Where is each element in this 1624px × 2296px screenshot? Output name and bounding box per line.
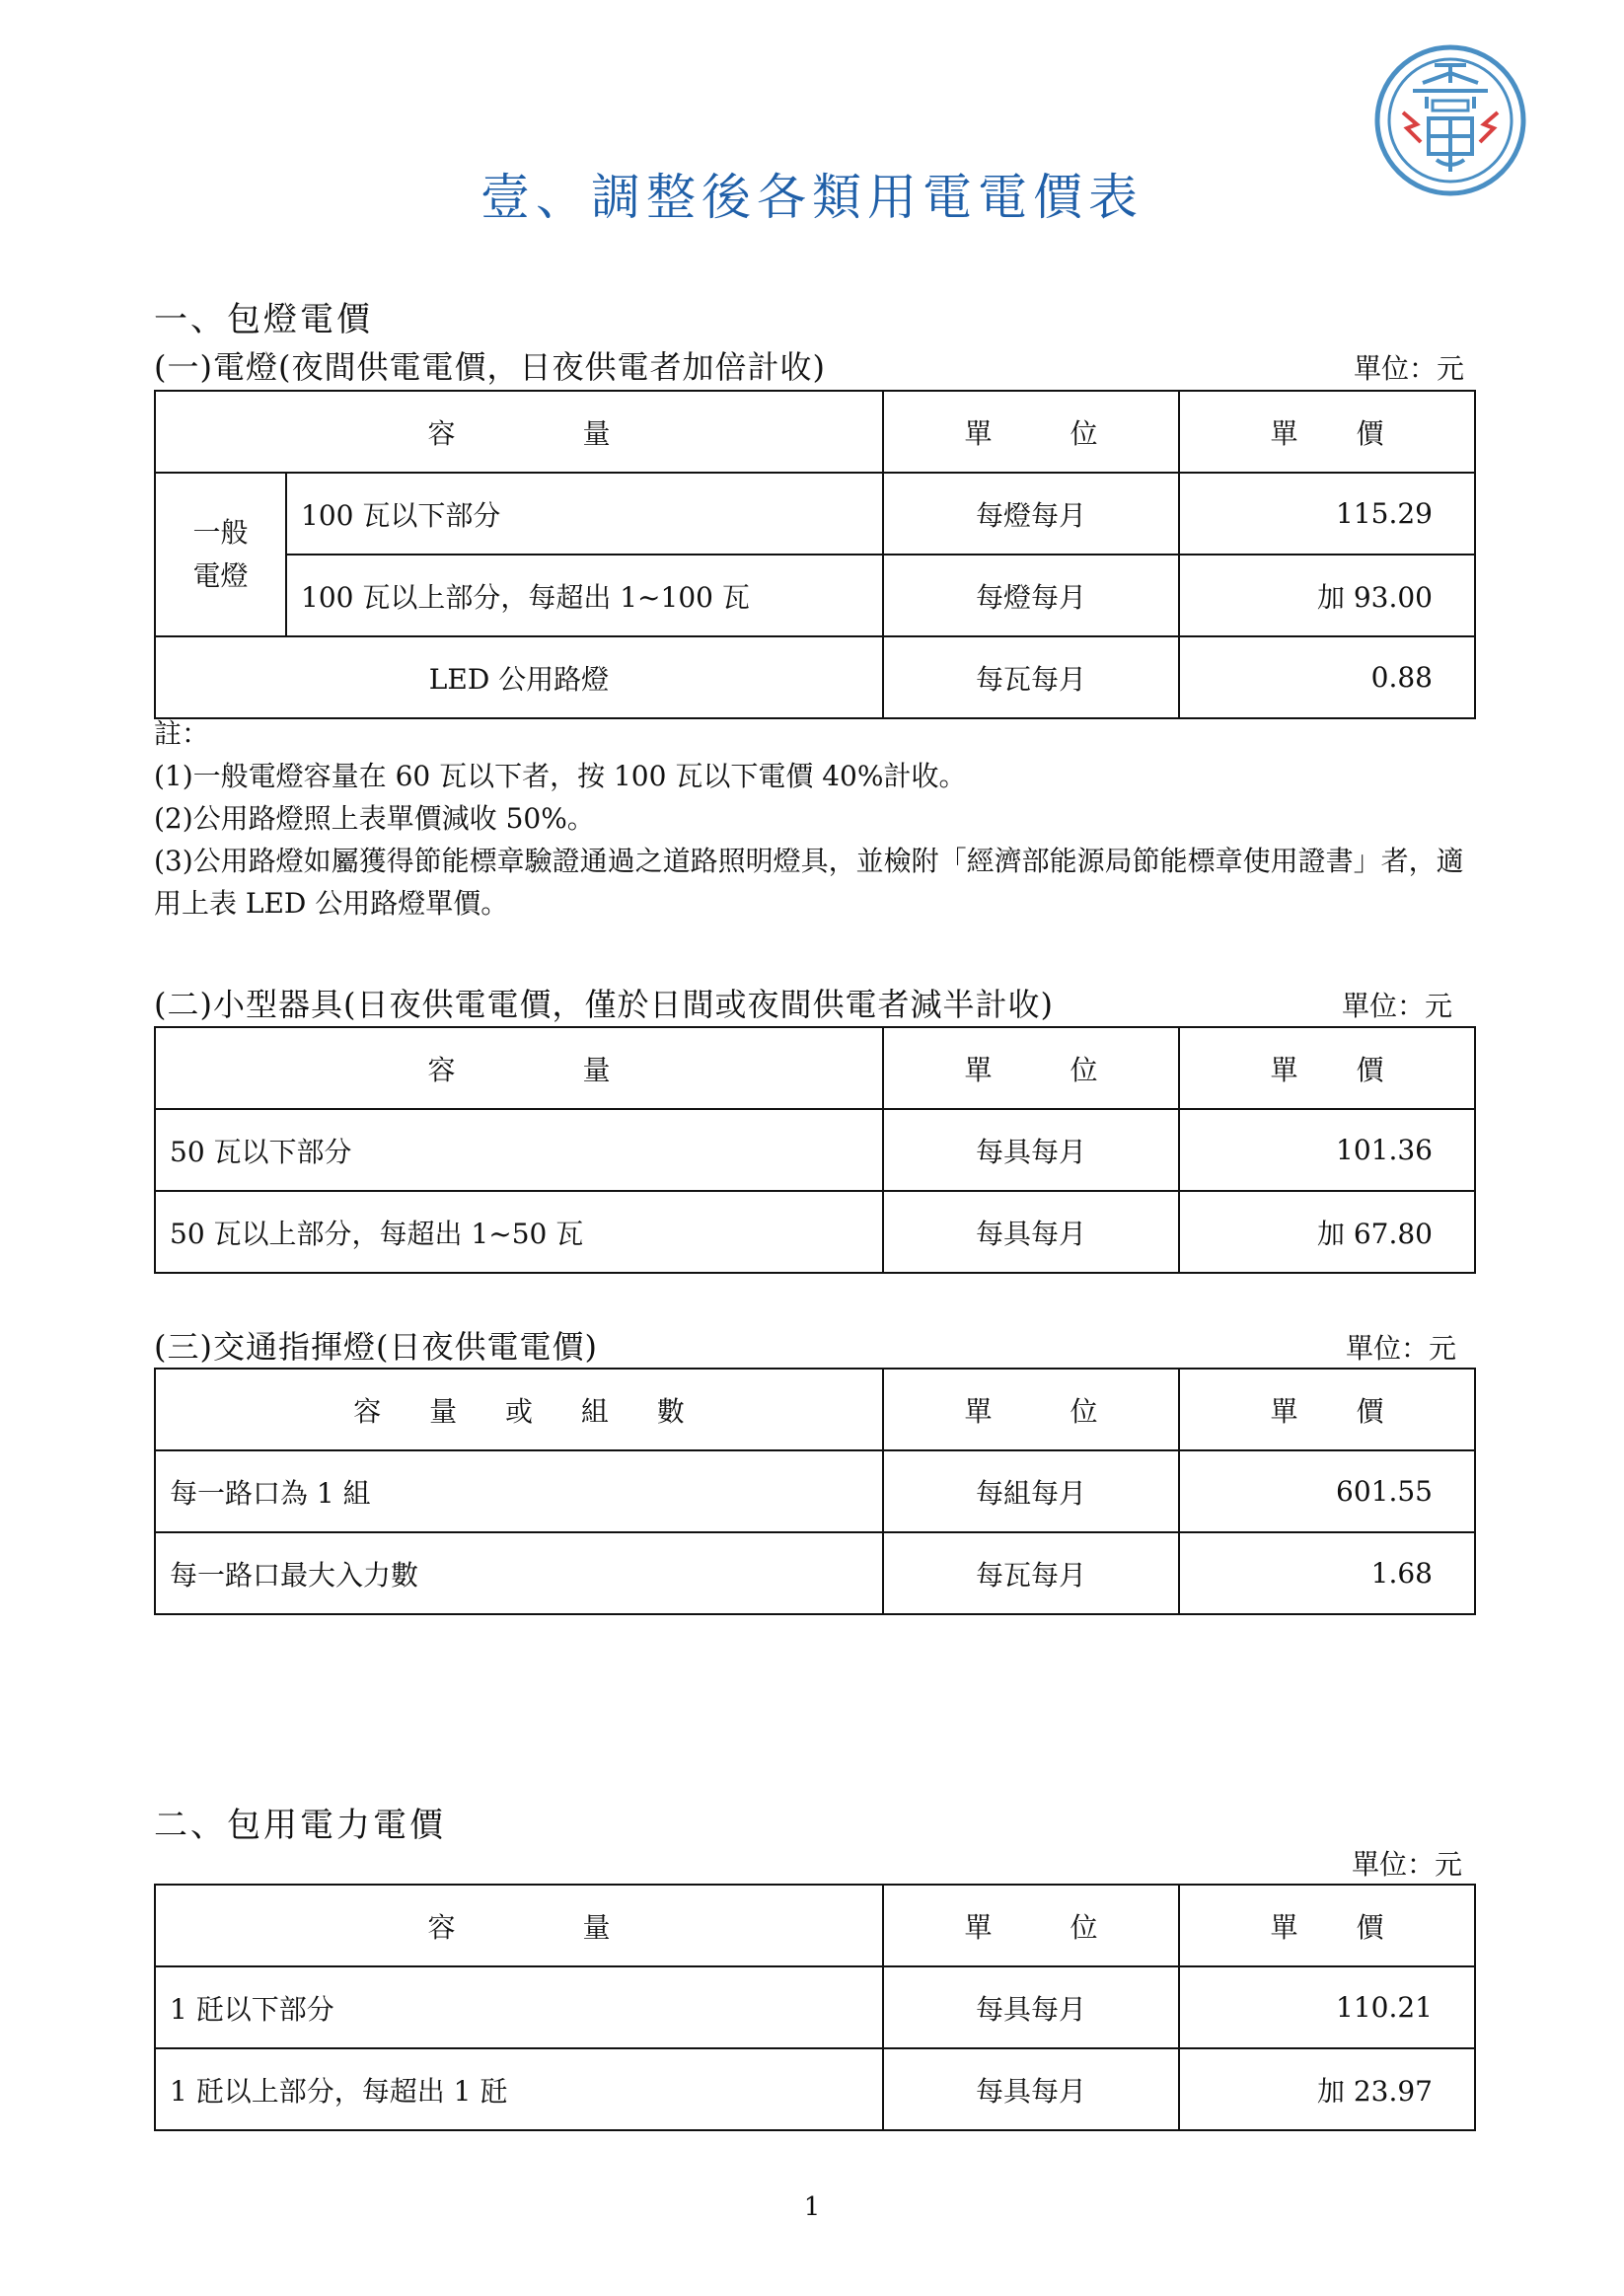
power-rate-table <box>154 1884 1476 2131</box>
cell-capacity: 100 瓦以下部分 <box>286 473 883 555</box>
header-capacity: 容 量 <box>155 391 883 473</box>
cell-price: 110.21 <box>1179 1966 1475 2048</box>
cell-price: 0.88 <box>1179 636 1475 718</box>
group-label-line2: 電燈 <box>192 559 249 592</box>
lamp-rate-table <box>154 390 1476 719</box>
cell-price: 601.55 <box>1179 1450 1475 1532</box>
table-row <box>155 1450 1475 1532</box>
subsection-title-lamps: (一)電燈(夜間供電電價，日夜供電者加倍計收) <box>154 348 826 386</box>
table-row <box>155 555 1475 636</box>
table-row <box>155 636 1475 718</box>
cell-capacity: 100 瓦以上部分，每超出 1~100 瓦 <box>286 555 883 636</box>
table-row <box>155 473 1475 555</box>
page-number: 1 <box>803 2192 821 2222</box>
cell-price: 加 67.80 <box>1179 1191 1475 1273</box>
header-price: 單 價 <box>1179 1369 1475 1450</box>
table-header-row <box>155 1369 1475 1450</box>
header-capacity: 容 量 <box>155 1027 883 1109</box>
unit-label: 單位：元 <box>1352 1848 1463 1881</box>
header-unit: 單 位 <box>883 1885 1179 1966</box>
cell-capacity: 1 瓩以下部分 <box>155 1966 883 2048</box>
table-row <box>155 1966 1475 2048</box>
subsection-title-small-appliances: (二)小型器具(日夜供電電價，僅於日間或夜間供電者減半計收) <box>154 986 1054 1023</box>
cell-capacity: 每一路口為 1 組 <box>155 1450 883 1532</box>
cell-unit: 每燈每月 <box>883 555 1179 636</box>
unit-label: 單位：元 <box>1354 352 1465 385</box>
cell-capacity: 每一路口最大入力數 <box>155 1532 883 1614</box>
group-label-line1: 一般 <box>192 516 249 549</box>
cell-price: 加 23.97 <box>1179 2048 1475 2130</box>
note-item: (3)公用路燈如屬獲得節能標章驗證通過之道路照明燈具，並檢附「經濟部能源局節能標章使用證書」者，適用上表 LED 公用路燈單價。 <box>154 845 1464 920</box>
unit-label: 單位：元 <box>1342 990 1453 1022</box>
notes-heading: 註： <box>154 717 210 750</box>
section-title-power-rates: 二、包用電力電價 <box>154 1806 446 1845</box>
header-price: 單 價 <box>1179 1885 1475 1966</box>
cell-capacity: LED 公用路燈 <box>155 636 883 718</box>
table-row <box>155 1191 1475 1273</box>
cell-capacity: 1 瓩以上部分，每超出 1 瓩 <box>155 2048 883 2130</box>
table-header-row <box>155 1027 1475 1109</box>
header-price: 單 價 <box>1179 391 1475 473</box>
cell-capacity: 50 瓦以下部分 <box>155 1109 883 1191</box>
note-item: (2)公用路燈照上表單價減收 50%。 <box>154 802 595 835</box>
header-capacity: 容 量 或 組 數 <box>155 1369 883 1450</box>
header-unit: 單 位 <box>883 1027 1179 1109</box>
section-title-lamp-rates: 一、包燈電價 <box>154 300 373 339</box>
table-row <box>155 1109 1475 1191</box>
page-title: 壹、調整後各類用電電價表 <box>480 169 1144 226</box>
cell-unit: 每瓦每月 <box>883 1532 1179 1614</box>
cell-unit: 每燈每月 <box>883 473 1179 555</box>
small-appliance-rate-table <box>154 1026 1476 1274</box>
cell-unit: 每組每月 <box>883 1450 1179 1532</box>
cell-unit: 每具每月 <box>883 1966 1179 2048</box>
note-item: (1)一般電燈容量在 60 瓦以下者，按 100 瓦以下電價 40%計收。 <box>154 760 967 792</box>
cell-unit: 每具每月 <box>883 1191 1179 1273</box>
traffic-light-rate-table <box>154 1368 1476 1615</box>
cell-unit: 每瓦每月 <box>883 636 1179 718</box>
table-row <box>155 2048 1475 2130</box>
cell-unit: 每具每月 <box>883 2048 1179 2130</box>
header-price: 單 價 <box>1179 1027 1475 1109</box>
table-header-row <box>155 391 1475 473</box>
cell-unit: 每具每月 <box>883 1109 1179 1191</box>
cell-price: 加 93.00 <box>1179 555 1475 636</box>
table-header-row <box>155 1885 1475 1966</box>
cell-price: 1.68 <box>1179 1532 1475 1614</box>
cell-capacity: 50 瓦以上部分，每超出 1~50 瓦 <box>155 1191 883 1273</box>
table-row <box>155 1532 1475 1614</box>
header-capacity: 容 量 <box>155 1885 883 1966</box>
subsection-title-traffic-lights: (三)交通指揮燈(日夜供電電價) <box>154 1328 598 1366</box>
header-unit: 單 位 <box>883 1369 1179 1450</box>
cell-price: 115.29 <box>1179 473 1475 555</box>
group-label-general-lamp <box>155 473 286 636</box>
unit-label: 單位：元 <box>1346 1332 1457 1365</box>
cell-price: 101.36 <box>1179 1109 1475 1191</box>
notes <box>154 712 1474 925</box>
header-unit: 單 位 <box>883 391 1179 473</box>
